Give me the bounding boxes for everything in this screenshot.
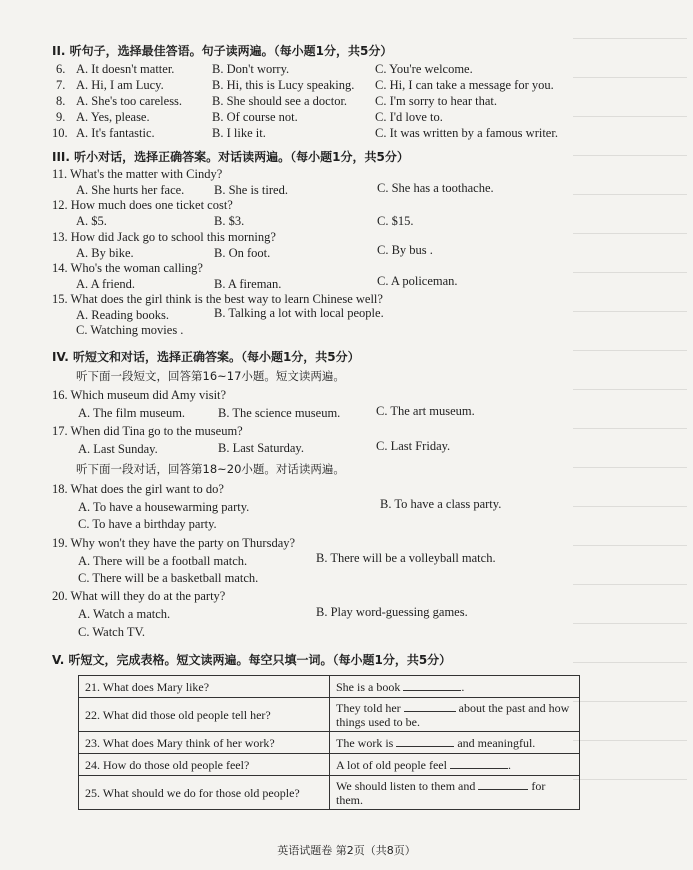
q18-option-c: C. To have a birthday party. — [78, 517, 217, 531]
q21-answer-cell — [330, 676, 580, 698]
q21-answer-pre: She is a book — [336, 679, 401, 694]
q23-answer-cell — [330, 732, 580, 754]
q12-option-c: C. $15. — [377, 214, 414, 228]
q11-stem: 11. What's the matter with Cindy? — [52, 167, 223, 181]
q19-option-a: A. There will be a football match. — [78, 554, 248, 568]
q9-option-c: C. I'd love to. — [375, 110, 443, 124]
q8-option-c: C. I'm sorry to hear that. — [375, 94, 498, 108]
q21-question: 21. What does Mary like? — [79, 676, 330, 698]
q25-answer-post: for them. — [336, 778, 546, 807]
q22-question: 22. What did those old people tell her? — [79, 698, 330, 732]
q16-option-a: A. The film museum. — [78, 406, 186, 420]
q7-num: 7. — [56, 78, 66, 92]
q7-option-b: B. Hi, this is Lucy speaking. — [212, 78, 355, 92]
table-row — [79, 754, 580, 776]
q10-option-b: B. I like it. — [212, 126, 266, 140]
q17-option-c: C. Last Friday. — [376, 439, 451, 453]
table-row — [79, 776, 580, 810]
q6-num: 6. — [56, 62, 66, 76]
q12-option-b: B. $3. — [214, 214, 245, 228]
q24-answer-post: . — [507, 757, 511, 772]
table-row — [79, 732, 580, 754]
q9-option-a: A. Yes, please. — [76, 110, 150, 124]
q22-answer-pre: They told her — [336, 700, 401, 715]
q23-question: 23. What does Mary think of her work? — [79, 732, 330, 754]
q12-stem: 12. How much does one ticket cost? — [52, 198, 233, 212]
q24-answer-blank[interactable] — [450, 768, 508, 769]
q24-answer-pre: A lot of old people feel — [336, 757, 447, 772]
q13-option-a: A. By bike. — [76, 246, 134, 260]
q9-option-b: B. Of course not. — [212, 110, 298, 124]
q6-option-b: B. Don't worry. — [212, 62, 290, 76]
q14-option-b: B. A fireman. — [214, 277, 282, 291]
q21-answer-blank[interactable] — [403, 690, 461, 691]
q16-option-c: C. The art museum. — [376, 404, 475, 418]
q13-option-b: B. On foot. — [214, 246, 271, 260]
q15-stem: 15. What does the girl think is the best way to learn Chinese well? — [52, 292, 383, 306]
q11-option-b: B. She is tired. — [214, 183, 288, 197]
q17-option-a: A. Last Sunday. — [78, 442, 158, 456]
q11-option-a: A. She hurts her face. — [76, 183, 185, 197]
q13-option-c: C. By bus . — [377, 243, 433, 257]
q15-option-a: A. Reading books. — [76, 308, 170, 322]
q19-option-c: C. There will be a basketball match. — [78, 571, 259, 585]
section-4-heading: IV. 听短文和对话，选择正确答案。（每小题1分，共5分） — [52, 350, 360, 364]
q20-option-c: C. Watch TV. — [78, 625, 146, 639]
page-footer: 英语试题卷 第2页（共8页） — [277, 844, 416, 857]
q14-stem: 14. Who's the woman calling? — [52, 261, 203, 275]
q24-question: 24. How do those old people feel? — [79, 754, 330, 776]
q22-answer-post: about the past and how things used to be. — [336, 700, 570, 729]
q18-option-a: A. To have a housewarming party. — [78, 500, 250, 514]
q6-option-a: A. It doesn't matter. — [76, 62, 175, 76]
section-3-heading: III. 听小对话，选择正确答案。对话读两遍。（每小题1分，共5分） — [52, 150, 409, 164]
bleed-through-shadow — [563, 0, 693, 870]
q25-question: 25. What should we do for those old people? — [79, 776, 330, 810]
q20-option-a: A. Watch a match. — [78, 607, 171, 621]
table-row — [79, 676, 580, 698]
q8-num: 8. — [56, 94, 66, 108]
q20-stem: 20. What will they do at the party? — [52, 589, 226, 603]
q19-option-b: B. There will be a volleyball match. — [316, 551, 496, 565]
q18-option-b: B. To have a class party. — [380, 497, 502, 511]
section-4-intro-passage: 听下面一段短文，回答第16~17小题。短文读两遍。 — [76, 369, 345, 383]
q25-answer-blank[interactable] — [478, 789, 528, 790]
q7-option-a: A. Hi, I am Lucy. — [76, 78, 164, 92]
q23-answer-blank[interactable] — [396, 746, 454, 747]
q16-option-b: B. The science museum. — [218, 406, 341, 420]
q8-option-a: A. She's too careless. — [76, 94, 183, 108]
q25-answer-cell — [330, 776, 580, 810]
fill-in-table — [78, 675, 580, 810]
q14-option-a: A. A friend. — [76, 277, 136, 291]
q9-num: 9. — [56, 110, 66, 124]
q21-answer-post: . — [461, 679, 465, 694]
q24-answer-cell — [330, 754, 580, 776]
q15-option-c: C. Watching movies . — [76, 323, 184, 337]
q15-option-b: B. Talking a lot with local people. — [214, 306, 384, 320]
q10-option-c: C. It was written by a famous writer. — [375, 126, 558, 140]
q20-option-b: B. Play word-guessing games. — [316, 605, 468, 619]
q23-answer-pre: The work is — [336, 735, 394, 750]
q11-option-c: C. She has a toothache. — [377, 181, 494, 195]
q13-stem: 13. How did Jack go to school this morning? — [52, 230, 276, 244]
q23-answer-post: and meaningful. — [457, 735, 536, 750]
q25-answer-pre: We should listen to them and — [336, 778, 476, 793]
q17-stem: 17. When did Tina go to the museum? — [52, 424, 243, 438]
q8-option-b: B. She should see a doctor. — [212, 94, 348, 108]
q16-stem: 16. Which museum did Amy visit? — [52, 388, 227, 402]
q17-option-b: B. Last Saturday. — [218, 441, 304, 455]
section-2-heading: II. 听句子，选择最佳答语。句子读两遍。（每小题1分，共5分） — [52, 44, 393, 58]
q14-option-c: C. A policeman. — [377, 274, 458, 288]
q6-option-c: C. You're welcome. — [375, 62, 473, 76]
q22-answer-cell — [330, 698, 580, 732]
q7-option-c: C. Hi, I can take a message for you. — [375, 78, 554, 92]
q10-option-a: A. It's fantastic. — [76, 126, 155, 140]
section-5-heading: V. 听短文，完成表格。短文读两遍。每空只填一词。（每小题1分，共5分） — [52, 653, 452, 667]
q18-stem: 18. What does the girl want to do? — [52, 482, 224, 496]
q22-answer-blank[interactable] — [404, 711, 456, 712]
q12-option-a: A. $5. — [76, 214, 107, 228]
q19-stem: 19. Why won't they have the party on Thursday? — [52, 536, 296, 550]
q10-num: 10. — [52, 126, 68, 140]
section-4-intro-dialogue: 听下面一段对话，回答第18~20小题。对话读两遍。 — [76, 462, 345, 476]
table-row — [79, 698, 580, 732]
